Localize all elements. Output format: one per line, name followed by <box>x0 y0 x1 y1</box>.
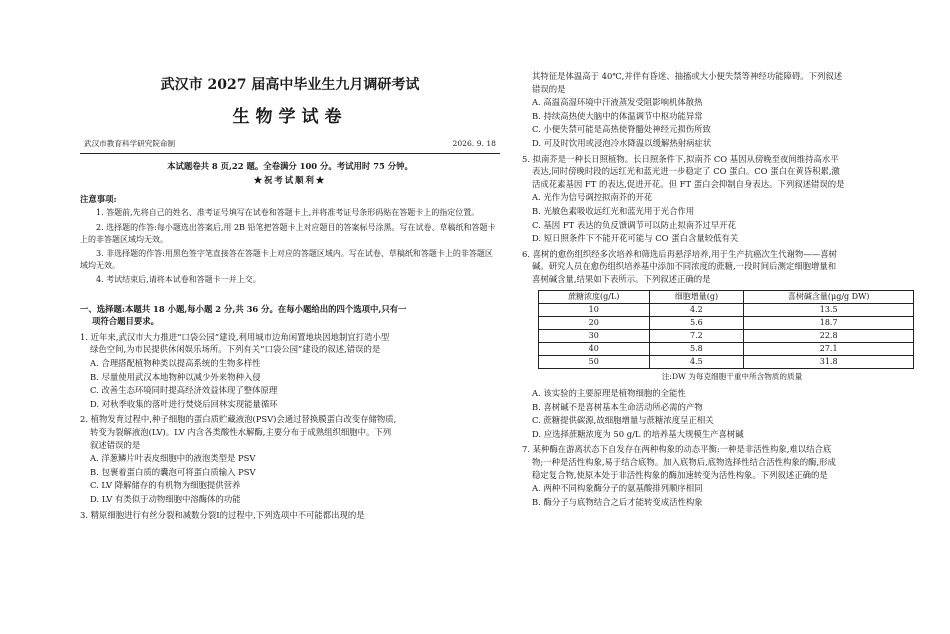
note-item: 3. 非选择题的作答:用黑色签字笔直接答在答题卡上对应的答题区域内。写在试卷、草稿纸和答题卡上的非答题区域均无效。 <box>80 248 493 271</box>
option-c: C. 小便失禁可能是高热使脊髓处神经元损伤所致 <box>532 124 711 135</box>
table-row <box>539 342 914 355</box>
option-b: B. 持续高热使大脑中的体温调节中枢功能异常 <box>532 110 703 121</box>
option-c: C. 蔗糖提供碳源,故细胞增量与蔗糖浓度呈正相关 <box>532 415 714 426</box>
question-stem-cont: 物;一种是活性构象,易于结合底物。加入底物后,底物选择性结合活性构象的酶,形成 <box>532 457 836 468</box>
question-7 <box>522 443 942 508</box>
table-cell: 10 <box>539 303 650 316</box>
option-c: C. LV 降解储存的有机物为细胞提供营养 <box>90 480 241 491</box>
table-cell: 27.1 <box>744 342 914 355</box>
question-stem-cont: 错误的是 <box>532 83 566 94</box>
option-c: C. 基因 FT 表达的负反馈调节可以防止拟南芥过早开花 <box>532 219 737 230</box>
exam-title: 武汉市 2027 届高中毕业生九月调研考试 <box>160 77 420 93</box>
question-stem: 5. 拟南芥是一种长日照植物。长日照条件下,拟南芥 CO 基因从傍晚至夜间维持高水平 <box>522 153 839 164</box>
table-cell: 22.8 <box>744 329 914 342</box>
option-b: B. 喜树碱不是喜树基本生命活动所必需的产物 <box>532 401 703 412</box>
note-item: 1. 答题前,先将自己的姓名、准考证号填写在试卷和答题卡上,并将准考证号条形码贴在答题卡上的指定位置。 <box>96 208 480 218</box>
question-stem: 1. 近年来,武汉市大力推进“口袋公园”建设,利用城市边角闲置地块因地制宜打造小型 <box>80 331 390 342</box>
good-luck-banner: ★祝考试顺利★ <box>253 175 327 186</box>
option-d: D. 短日照条件下不能开花可能与 CO 蛋白含量较低有关 <box>532 233 739 244</box>
option-d: D. 应选择蔗糖浓度为 50 g/L 的培养基大规模生产喜树碱 <box>532 428 744 439</box>
table-cell: 4.2 <box>649 303 744 316</box>
question-stem: 2. 植物发育过程中,种子细胞的蛋白质贮藏液泡(PSV)会通过替换膜蛋白改变存储物质, <box>80 414 397 425</box>
option-a: A. 光作为信号调控拟南芥的开花 <box>532 192 653 203</box>
exam-date: 2026. 9. 18 <box>452 139 496 148</box>
question-stem: 3. 精原细胞进行有丝分裂和减数分裂Ⅰ的过程中,下列选项中不可能都出现的是 <box>80 509 365 520</box>
question-4-continued <box>522 70 942 150</box>
table-cell: 13.5 <box>744 303 914 316</box>
question-stem-cont: 其特征是体温高于 40℃,并伴有昏迷、抽搐或大小便失禁等神经功能障碍。下列叙述 <box>532 71 843 81</box>
notes-title: 注意事项: <box>80 193 117 204</box>
question-stem-cont: 叙述错误的是 <box>90 439 141 450</box>
question-6 <box>522 248 942 441</box>
table-cell: 5.8 <box>649 342 744 355</box>
table-row <box>539 329 914 342</box>
question-1 <box>80 331 500 411</box>
question-3 <box>80 509 500 522</box>
table-cell: 18.7 <box>744 316 914 329</box>
section-heading-line2: 项符合题目要求。 <box>92 316 159 327</box>
option-b: B. 尽量使用武汉本地物种以减少外来物种入侵 <box>90 371 261 382</box>
note-item: 2. 选择题的作答:每小题选出答案后,用 2B 铅笔把答题卡上对应题目的答案标号涂黑。写在试卷、草稿纸和答题卡上的非答题区域均无效。 <box>80 222 496 244</box>
question-stem-cont: 表达,同时傍晚时段的远红光和蓝光进一步稳定了 CO 蛋白。CO 蛋白在黄昏积累,激 <box>532 166 840 177</box>
question-stem-cont: 绿色空间,为市民提供休闲娱乐场所。下列有关“口袋公园”建设的叙述,错误的是 <box>90 344 381 355</box>
option-b: B. 酶分子与底物结合之后才能转变成活性构象 <box>532 496 703 507</box>
table-header: 喜树碱含量(μg/g DW) <box>744 290 914 303</box>
table-cell: 20 <box>539 316 650 329</box>
option-d: D. 对秋季收集的落叶进行焚烧后回林实现能量循环 <box>90 398 278 409</box>
table-note: 注:DW 为每克细胞干重中所含物质的质量 <box>661 371 803 381</box>
issuer: 武汉市教育科学研究院命制 <box>84 139 176 148</box>
option-c: C. 改善生态环境同时提高经济效益体现了整体原理 <box>90 385 278 396</box>
question-stem-cont: 喜树碱含量,结果如下表所示。下列叙述正确的是 <box>532 273 711 284</box>
table-cell: 4.5 <box>649 355 744 368</box>
issuer-row <box>80 138 500 154</box>
table-cell: 50 <box>539 355 650 368</box>
right-page <box>522 70 942 509</box>
sucrose-data-table <box>538 290 914 369</box>
table-cell: 30 <box>539 329 650 342</box>
section-heading-line1: 一、选择题:本题共 18 小题,每小题 2 分,共 36 分。在每小题给出的四个选项中,只有一 <box>80 303 407 314</box>
table-cell: 5.6 <box>649 316 744 329</box>
option-b: B. 光敏色素吸收远红光和蓝光用于光合作用 <box>532 205 695 216</box>
question-2 <box>80 413 500 505</box>
question-stem-cont: 活成花素基因 FT 的表达,促进开花。但 FT 蛋白会抑制自身表达。下列叙述错误的是 <box>532 178 845 189</box>
option-a: A. 合理搭配植物种类以提高系统的生物多样性 <box>90 357 261 368</box>
table-header: 细胞增量(g) <box>649 290 744 303</box>
exam-info: 本试题卷共 8 页,22 题。全卷满分 100 分。考试用时 75 分钟。 <box>167 160 413 171</box>
table-cell: 40 <box>539 342 650 355</box>
option-a: A. 高温高湿环境中汗液蒸发受阻影响机体散热 <box>532 97 703 108</box>
option-d: D. 可及时饮用或浸泡冷水降温以缓解热射病症状 <box>532 137 712 148</box>
question-stem-cont: 碱。研究人员在愈伤组织培养基中添加不同浓度的蔗糖,一段时间后测定细胞增量和 <box>532 261 837 272</box>
table-cell: 31.8 <box>744 355 914 368</box>
section-heading <box>80 303 500 328</box>
table-row <box>539 303 914 316</box>
question-stem-cont: 稳定复合物,使原本处于非活性构象的酶加速转变为活性构象。下列叙述正确的是 <box>532 469 828 480</box>
note-item: 4. 考试结束后,请将本试卷和答题卡一并上交。 <box>96 275 261 285</box>
option-d: D. LV 有类似于动物细胞中溶酶体的功能 <box>90 493 241 504</box>
left-page <box>80 68 500 521</box>
option-a: A. 两种不同构象酶分子的氨基酸排列顺序相同 <box>532 483 703 494</box>
table-cell: 7.2 <box>649 329 744 342</box>
question-stem: 6. 喜树的愈伤组织经多次培养和筛选后再悬浮培养,用于生产抗癌次生代谢物——喜树 <box>522 248 837 259</box>
table-row <box>539 355 914 368</box>
option-a: A. 该实验的主要原理是植物细胞的全能性 <box>532 388 686 399</box>
option-b: B. 包裹着蛋白质的囊泡可将蛋白质输入 PSV <box>90 466 256 477</box>
subject-title: 生物学试卷 <box>232 107 348 127</box>
question-5 <box>522 153 942 245</box>
table-header: 蔗糖浓度(g/L) <box>539 290 650 303</box>
question-stem-cont: 转变为裂解液泡(LV)。LV 内含各类酸性水解酶,主要分布于成熟组织细胞中。下列 <box>90 426 392 437</box>
option-a: A. 洋葱鳞片叶表皮细胞中的液泡类型是 PSV <box>90 453 256 464</box>
table-row <box>539 316 914 329</box>
table-header-row <box>539 290 914 303</box>
question-stem: 7. 某种酶在游离状态下自发存在两种构象的动态平衡:一种是非活性构象,难以结合底 <box>522 444 832 455</box>
